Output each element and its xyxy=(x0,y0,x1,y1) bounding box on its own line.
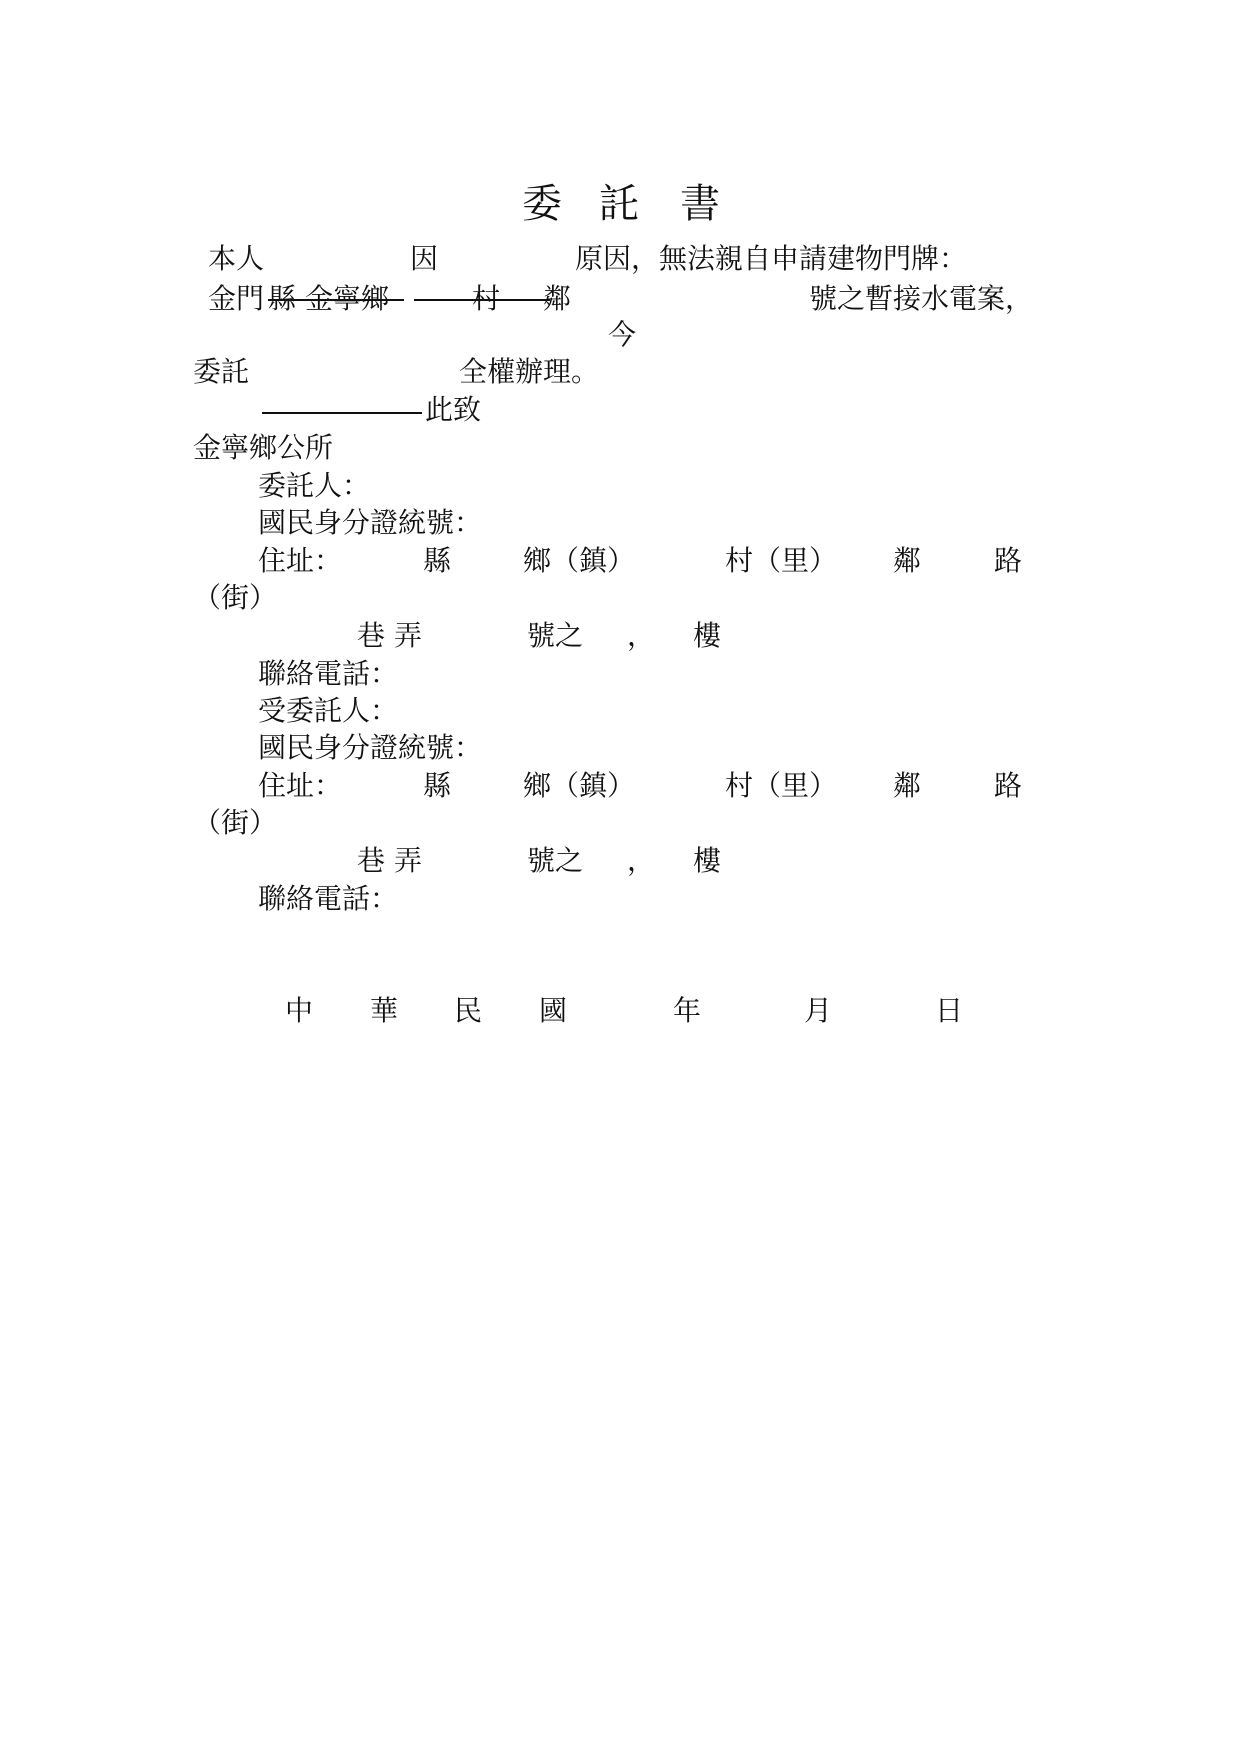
delegator-county: 縣 xyxy=(423,544,452,577)
delegate-road: 路 xyxy=(994,769,1023,802)
county-prefix: 金門 xyxy=(208,282,265,315)
title-char-2: 託 xyxy=(599,181,641,227)
delegate-phone-label: 聯絡電話： xyxy=(258,882,399,915)
date-char-zhong: 中 xyxy=(285,994,314,1027)
delegate-lane: 巷 xyxy=(357,844,386,877)
delegate-floor: 樓 xyxy=(693,844,722,877)
delegate-county: 縣 xyxy=(423,769,452,802)
date-year-label: 年 xyxy=(673,994,702,1027)
delegate-comma: ， xyxy=(627,844,656,877)
reason-text: 原因，無法親自申請建物門牌： xyxy=(575,242,968,275)
date-char-guo: 國 xyxy=(539,994,568,1027)
date-month-label: 月 xyxy=(804,994,833,1027)
delegator-village: 村（里） xyxy=(725,544,838,577)
village-label: 村 xyxy=(472,282,501,315)
delegator-alley: 弄 xyxy=(394,619,423,652)
signature-rule xyxy=(262,412,422,414)
title-char-3: 書 xyxy=(680,181,722,227)
delegator-road: 路 xyxy=(994,544,1023,577)
reason-label: 因 xyxy=(410,242,439,275)
delegator-phone-label: 聯絡電話： xyxy=(258,657,399,690)
full-authority-text: 全權辦理。 xyxy=(459,355,600,388)
date-char-hua: 華 xyxy=(370,994,399,1027)
delegate-id-label: 國民身分證統號： xyxy=(258,731,483,764)
neighborhood-label: 鄰 xyxy=(543,282,572,315)
entrust-label: 委託 xyxy=(193,355,250,388)
title-char-1: 委 xyxy=(522,181,564,227)
delegate-neighborhood: 鄰 xyxy=(893,769,922,802)
case-description: 號之暫接水電案， xyxy=(809,282,1034,315)
delegator-township: 鄉（鎮） xyxy=(523,544,636,577)
delegate-village: 村（里） xyxy=(725,769,838,802)
delegate-number: 號之 xyxy=(527,844,584,877)
delegator-comma: ， xyxy=(627,619,656,652)
delegate-address-label: 住址： xyxy=(258,769,343,802)
recipient-office: 金寧鄉公所 xyxy=(193,431,334,464)
date-char-min: 民 xyxy=(454,994,483,1027)
delegator-label: 委託人： xyxy=(258,469,371,502)
delegate-label: 受委託人： xyxy=(258,694,399,727)
strikethrough-line xyxy=(268,299,404,301)
delegator-street: （街） xyxy=(193,581,278,614)
now-label: 今 xyxy=(608,318,637,351)
date-day-label: 日 xyxy=(935,994,964,1027)
principal-label: 本人 xyxy=(208,242,265,275)
delegator-address-label: 住址： xyxy=(258,544,343,577)
delegator-lane: 巷 xyxy=(357,619,386,652)
delegator-id-label: 國民身分證統號： xyxy=(258,506,483,539)
delegator-neighborhood: 鄰 xyxy=(893,544,922,577)
township-name: 金寧鄉 xyxy=(305,282,390,315)
closing-salutation: 此致 xyxy=(425,393,482,426)
delegator-floor: 樓 xyxy=(693,619,722,652)
county-word: 縣 xyxy=(268,282,297,315)
delegator-number: 號之 xyxy=(527,619,584,652)
delegate-alley: 弄 xyxy=(394,844,423,877)
delegate-township: 鄉（鎮） xyxy=(523,769,636,802)
delegate-street: （街） xyxy=(193,806,278,839)
